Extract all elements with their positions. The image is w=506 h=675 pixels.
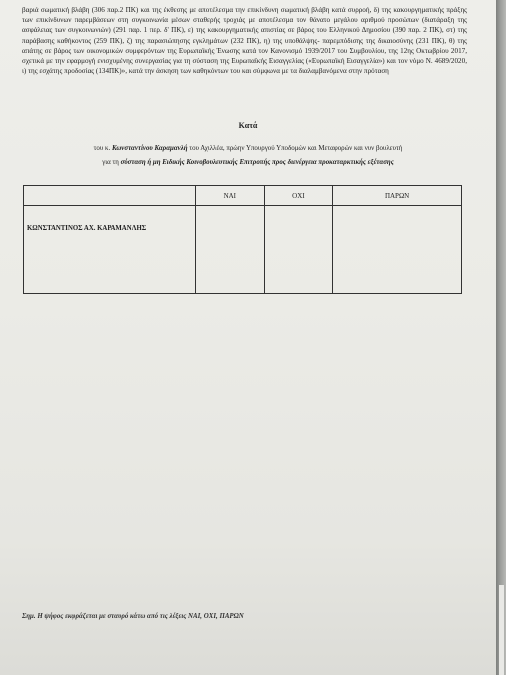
member-name-cell: ΚΩΝΣΤΑΝΤΙΝΟΣ ΑΧ. ΚΑΡΑΜΑΝΛΗΣ <box>24 206 196 294</box>
subject-prefix: του κ. <box>93 145 111 152</box>
underlying-sheet-edge <box>499 585 504 675</box>
header-name-cell <box>24 186 196 206</box>
subject-person-name: Κωνσταντίνου Καραμανλή <box>111 145 188 152</box>
header-present: ΠΑΡΩΝ <box>333 186 462 206</box>
background-edge <box>496 0 506 675</box>
heading-against: Κατά <box>238 121 258 130</box>
subject-line-1 <box>20 142 476 156</box>
table-row <box>24 206 462 294</box>
subject-description <box>20 142 476 170</box>
header-no: ΟΧΙ <box>264 186 333 206</box>
vote-table <box>23 185 462 294</box>
purpose-prefix: για τη <box>102 159 119 166</box>
subject-person-role: του Αχιλλέα, πρώην Υπουργού Υποδομών και Μεταφορών και νυν βουλευτή <box>189 145 403 152</box>
footnote: Σημ. Η ψήφος εκφράζεται με σταυρό κάτω από τις λέξεις ΝΑΙ, ΟΧΙ, ΠΑΡΩΝ <box>22 613 244 620</box>
subject-line-2 <box>20 156 476 170</box>
vote-no-cell[interactable] <box>264 206 333 294</box>
charges-paragraph: βαριά σωματική βλάβη (306 παρ.2 ΠΚ) και της έκθεσης με αποτέλεσμα την επικίνδυνη σωματική βλάβη κατά συρροή, δ) της κακουργηματικής πράξης των επικίνδυνων παρεμβάσεων στη συγκοινωνία μέσων σταθερής τροχιάς με αποτέλεσμα τον θάνατο μεγάλου αριθμού προσώπων (διατάραξη της ασφάλειας των συγκοινωνιών) (291 παρ. 1 περ. δ' ΠΚ), ε) της κακουργηματικής απιστίας σε βάρος του Ελληνικού Δημοσίου (390 παρ. 2 ΠΚ), στ) της παράβασης καθήκοντος (259 ΠΚ), ζ) της παρασιώπησης εγκλημάτων (232 ΠΚ), η) της υποθάλψης- παρεμπόδισης της δικαιοσύνης (231 ΠΚ), θ) της απάτης σε βάρος των οικονομικών συμφερόντων της Ευρωπαϊκής Ένωσης κατά τον Κανονισμό 1939/2017 του Συμβουλίου, της 12ης Οκτωβρίου 2017, σχετικά με την εφαρμογή ενισχυμένης συνεργασίας για τη σύσταση της Ευρωπαϊκής Εισαγγελίας («Ευρωπαϊκή Εισαγγελία») και τον νόμο Ν. 4689/2020, ι) της εσχάτης προδοσίας (134ΠΚ)», κατά την άσκηση των καθηκόντων του και σύμφωνα με τα διαλαμβανόμενα στην πρόταση <box>22 6 467 76</box>
header-yes: ΝΑΙ <box>196 186 265 206</box>
vote-yes-cell[interactable] <box>196 206 265 294</box>
purpose-text: σύσταση ή μη Ειδικής Κοινοβουλευτικής Επιτροπής προς διενέργεια προκαταρκτικής εξέτασης <box>120 159 394 166</box>
vote-present-cell[interactable] <box>333 206 462 294</box>
vote-table-header-row <box>24 186 462 206</box>
